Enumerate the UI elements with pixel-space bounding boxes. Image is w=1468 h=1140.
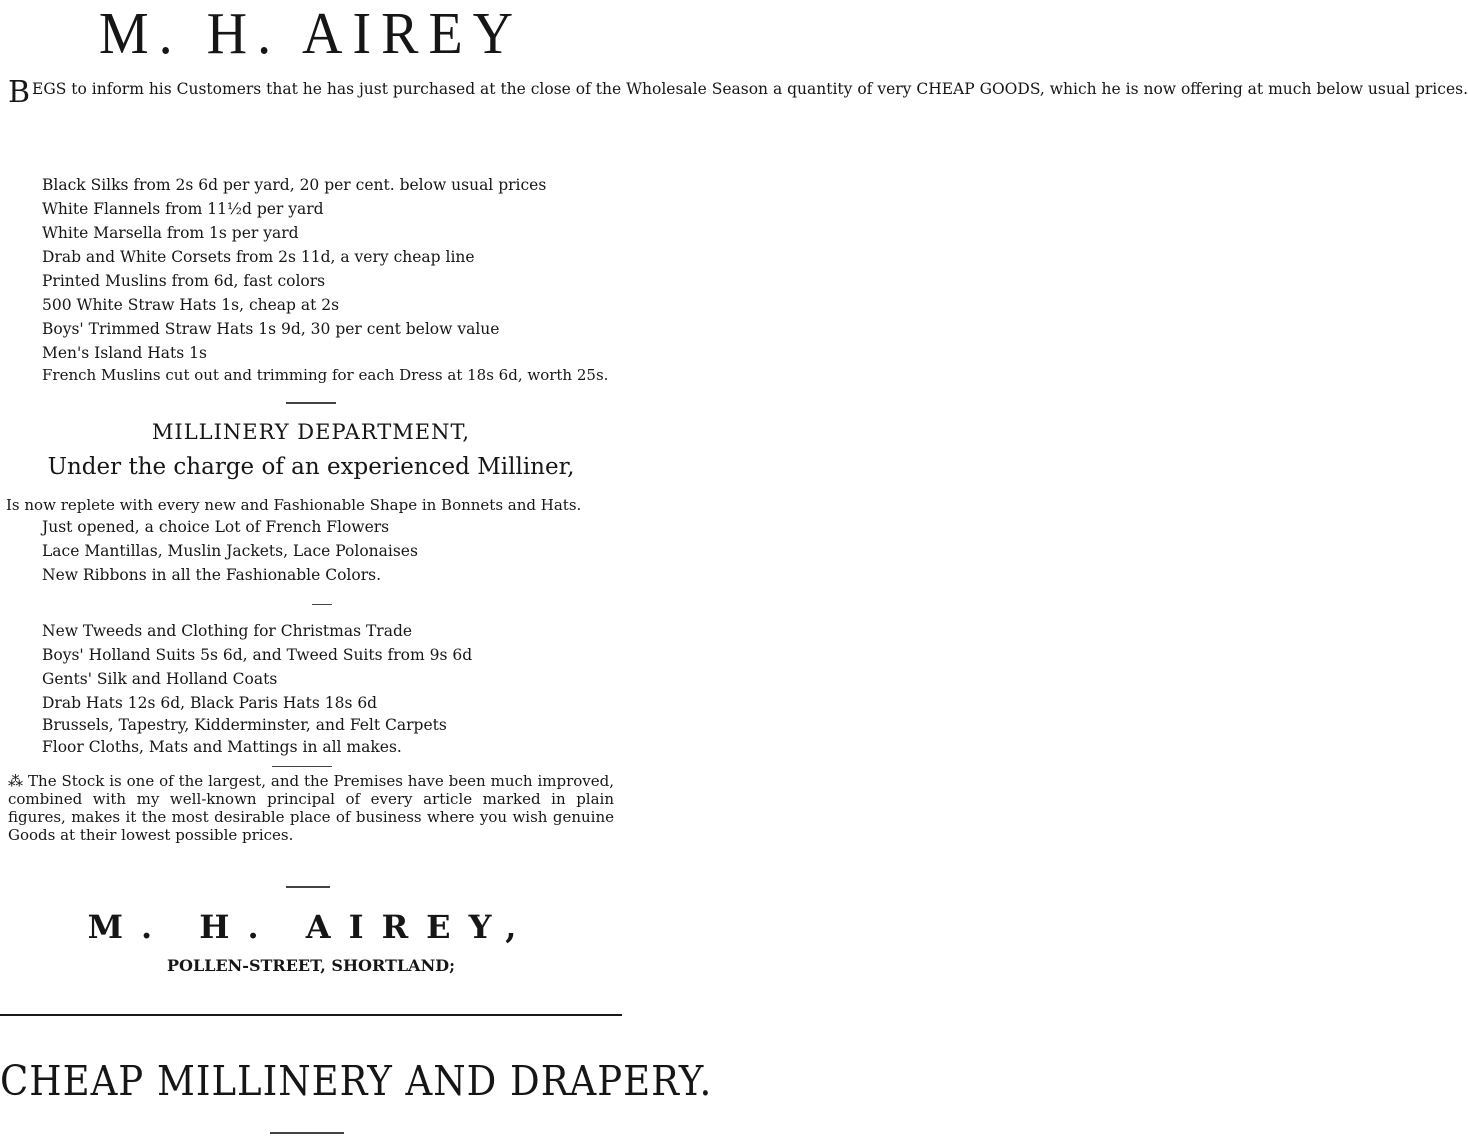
list-item: Brussels, Tapestry, Kidderminster, and Felt Carpets [42, 716, 447, 734]
next-advert-heading: CHEAP MILLINERY AND DRAPERY. [0, 1057, 713, 1106]
divider [286, 402, 336, 404]
list-item: Printed Muslins from 6d, fast colors [42, 272, 326, 290]
list-item: French Muslins cut out and trimming for each Dress at 18s 6d, worth 25s. [42, 366, 609, 384]
list-item: Floor Cloths, Mats and Mattings in all makes. [42, 738, 402, 756]
list-item: New Tweeds and Clothing for Christmas Trade [42, 622, 413, 640]
stock-notice-text: ⁂ The Stock is one of the largest, and the Premises have been much improved, combined with my well-known principal of every article marked in plain figures, makes it the most desirable place of business where you wish genuine Goods at their lowest possible prices. [8, 772, 614, 844]
divider [312, 604, 332, 605]
list-item: Just opened, a choice Lot of French Flowers [42, 518, 390, 536]
list-item: Men's Island Hats 1s [42, 344, 207, 362]
list-item: Boys' Trimmed Straw Hats 1s 9d, 30 per cent below value [42, 320, 500, 338]
divider [270, 1132, 344, 1134]
list-item: Drab Hats 12s 6d, Black Paris Hats 18s 6d [42, 694, 378, 712]
address: POLLEN-STREET, SHORTLAND; [167, 956, 455, 975]
list-item: New Ribbons in all the Fashionable Colors. [42, 566, 382, 584]
list-item: White Marsella from 1s per yard [42, 224, 299, 242]
millinery-lead: Is now replete with every new and Fashionable Shape in Bonnets and Hats. [6, 496, 582, 514]
drop-cap: B [8, 75, 31, 110]
list-item: White Flannels from 11½d per yard [42, 200, 324, 218]
intro-text: EGS to inform his Customers that he has just purchased at the close of the Wholesale Season a quantity of very CHEAP GOODS, which he is now offering at much below usual prices. [32, 80, 1468, 98]
intro-paragraph [8, 75, 1468, 110]
advert-title: M. H. AIREY [98, 1, 524, 67]
list-item: Boys' Holland Suits 5s 6d, and Tweed Suits from 9s 6d [42, 646, 473, 664]
divider [286, 886, 330, 888]
list-item: Black Silks from 2s 6d per yard, 20 per cent. below usual prices [42, 176, 547, 194]
column-rule [0, 1014, 622, 1016]
list-item: 500 White Straw Hats 1s, cheap at 2s [42, 296, 340, 314]
divider [272, 766, 332, 767]
list-item: Lace Mantillas, Muslin Jackets, Lace Polonaises [42, 542, 418, 560]
stock-notice [8, 772, 614, 844]
list-item: Gents' Silk and Holland Coats [42, 670, 278, 688]
millinery-subheading: Under the charge of an experienced Milliner, [47, 454, 575, 480]
millinery-heading: MILLINERY DEPARTMENT, [151, 420, 471, 444]
signature: M. H. AIREY, [87, 908, 535, 946]
list-item: Drab and White Corsets from 2s 11d, a very cheap line [42, 248, 475, 266]
